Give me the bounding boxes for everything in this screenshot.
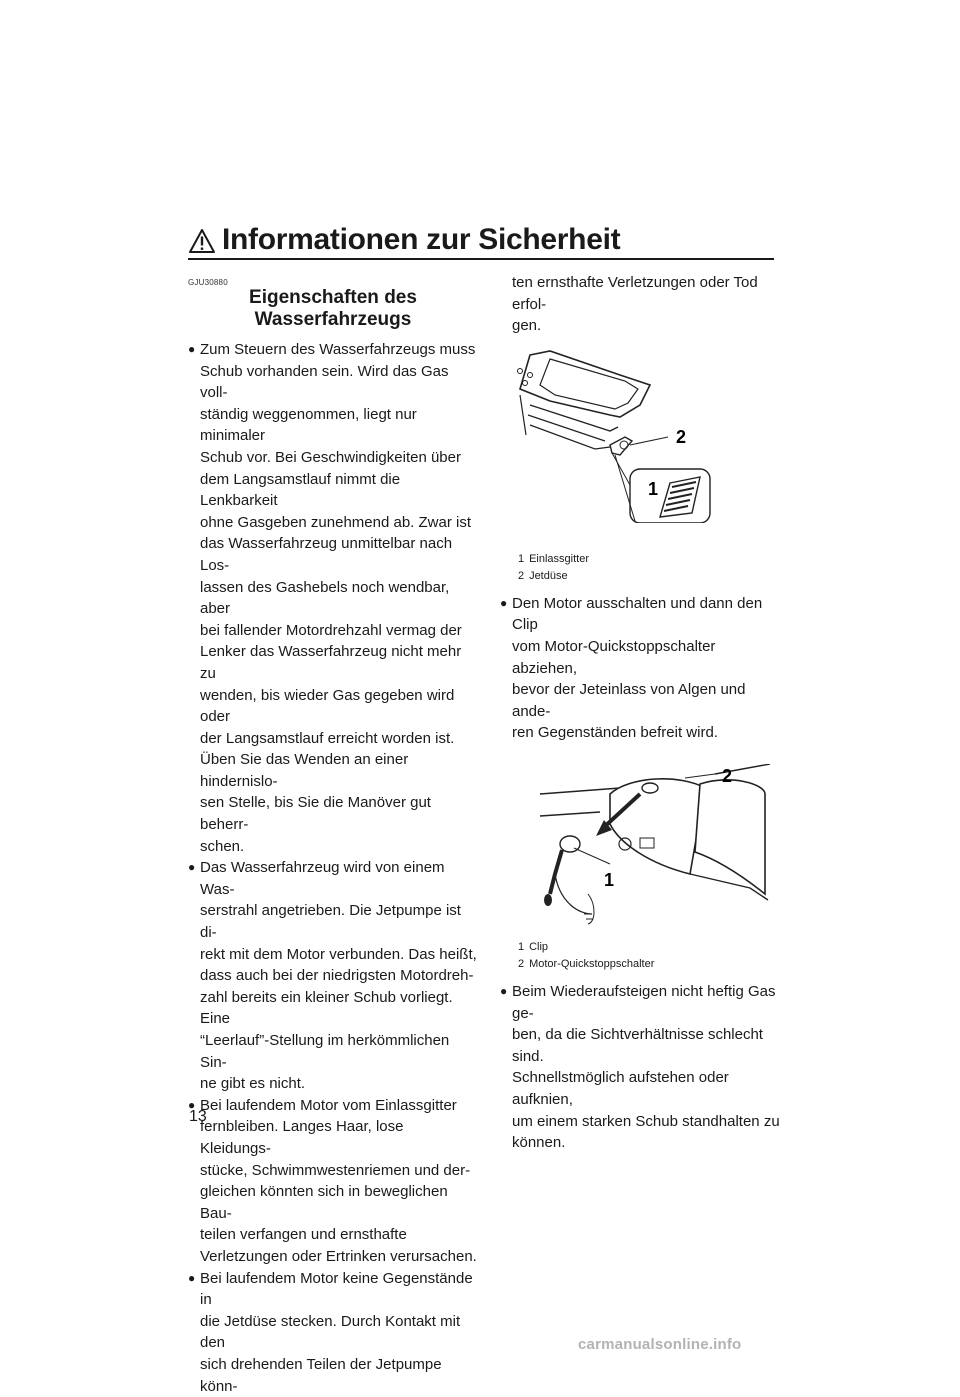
page-number: 13 <box>189 1108 207 1125</box>
callout-2: 2 <box>722 765 733 786</box>
header-rule <box>188 258 774 260</box>
section-title <box>188 287 478 331</box>
section-title-line2: Wasserfahrzeugs <box>254 309 412 330</box>
page-title: Informationen zur Sicherheit <box>222 223 621 256</box>
right-column <box>500 272 780 1154</box>
legend-label: Jetdüse <box>529 569 568 582</box>
section-code: GJU30880 <box>188 278 228 287</box>
bullet-text: Zum Steuern des Wasserfahrzeugs muss Schub vorhanden sein. Wird das Gas voll- ständig weggenommen, liegt nur minimaler Schub vor. Bei Geschwindigkeiten über dem Langsamstlauf nimmt die Lenkbarkeit ohne Gasgeben zunehmend ab. Zwar ist das Wasserfahrzeug unmittelbar nach Los- lassen des Gashebels noch wendbar, aber bei fallender Motordrehzahl vermag der Lenker das Wasserfahrzeug nicht mehr zu wenden, bis wieder Gas gegeben wird oder der Langsamstlauf erreicht worden ist. Üben Sie das Wenden an einer hindernislo- sen Stelle, bis Sie die Manöver gut beherr- schen. <box>200 341 476 855</box>
bullet-item <box>500 981 780 1154</box>
bullet-icon: ● <box>188 1270 196 1285</box>
continuation-text: ten ernsthafte Verletzungen oder Tod erfol- gen. <box>512 274 758 335</box>
watermark: carmanualsonline.info <box>578 1336 742 1353</box>
left-column <box>188 272 478 1397</box>
bullet-item <box>188 1095 478 1268</box>
callout-2: 2 <box>676 426 687 447</box>
bullet-text: Das Wasserfahrzeug wird von einem Was- serstrahl angetrieben. Die Jetpumpe ist di- rekt mit dem Motor verbunden. Das heißt, dass auch bei der niedrigsten Motordreh- zahl bereits ein kleiner Schub vorliegt. Eine “Leerlauf”-Stellung im herkömmlichen Sin- ne gibt es nicht. <box>200 859 477 1093</box>
legend-num: 2 <box>518 569 525 582</box>
bullet-icon: ● <box>188 342 196 356</box>
legend-num: 2 <box>518 957 525 970</box>
bullet-text: Den Motor ausschalten und dann den Clip vom Motor-Quickstoppschalter abziehen, bevor der Jeteinlass von Algen und ande- ren Gegenständen befreit wird. <box>512 594 763 742</box>
bullet-list <box>188 339 478 1397</box>
legend-num: 1 <box>518 552 525 565</box>
legend-label: Motor-Quickstoppschalter <box>529 957 655 970</box>
legend-label: Einlassgitter <box>529 552 589 565</box>
bullet-item <box>500 593 780 744</box>
callout-1: 1 <box>648 478 659 499</box>
legend-item <box>518 956 780 973</box>
bullet-list-right-2 <box>500 981 780 1154</box>
bullet-text: Bei laufendem Motor vom Einlassgitter fernbleiben. Langes Haar, lose Kleidungs- stücke, Schwimmwestenriemen und der- gleichen könnten sich in beweglichen Bau- teilen verfangen und ernsthafte Verletzungen oder Ertrinken verursachen. <box>200 1096 477 1265</box>
bullet-icon: ● <box>188 1097 196 1112</box>
bullet-item <box>188 339 478 857</box>
bullet-text: Beim Wiederaufsteigen nicht heftig Gas ge- ben, da die Sichtverhältnisse schlecht sind. Schnellstmöglich aufstehen oder aufknien, um einem starken Schub standhalten zu können. <box>512 982 780 1152</box>
warning-triangle-icon <box>188 228 216 254</box>
figure-quickstop-clip <box>500 764 780 939</box>
figure1-legend <box>518 551 780 585</box>
bullet-icon: ● <box>500 595 508 610</box>
legend-num: 1 <box>518 940 525 953</box>
section-title-line1: Eigenschaften des <box>249 287 417 308</box>
legend-item <box>518 939 780 956</box>
bullet-icon: ● <box>188 860 196 875</box>
jet-intake-illustration <box>500 345 740 523</box>
bullet-item <box>188 857 478 1095</box>
figure2-legend <box>518 939 780 973</box>
callout-1: 1 <box>604 869 615 890</box>
legend-item <box>518 568 780 585</box>
legend-label: Clip <box>529 940 549 953</box>
bullet-text: Bei laufendem Motor keine Gegenstände in die Jetdüse stecken. Durch Kontakt mit den sich drehenden Teilen der Jetpumpe könn- <box>200 1269 473 1395</box>
page-header <box>188 222 774 262</box>
figure-jet-intake <box>500 345 780 523</box>
quickstop-clip-illustration <box>500 764 780 939</box>
bullet-icon: ● <box>500 983 508 998</box>
bullet-item <box>188 1268 478 1397</box>
bullet-list-right-1 <box>500 593 780 744</box>
legend-item <box>518 551 780 568</box>
